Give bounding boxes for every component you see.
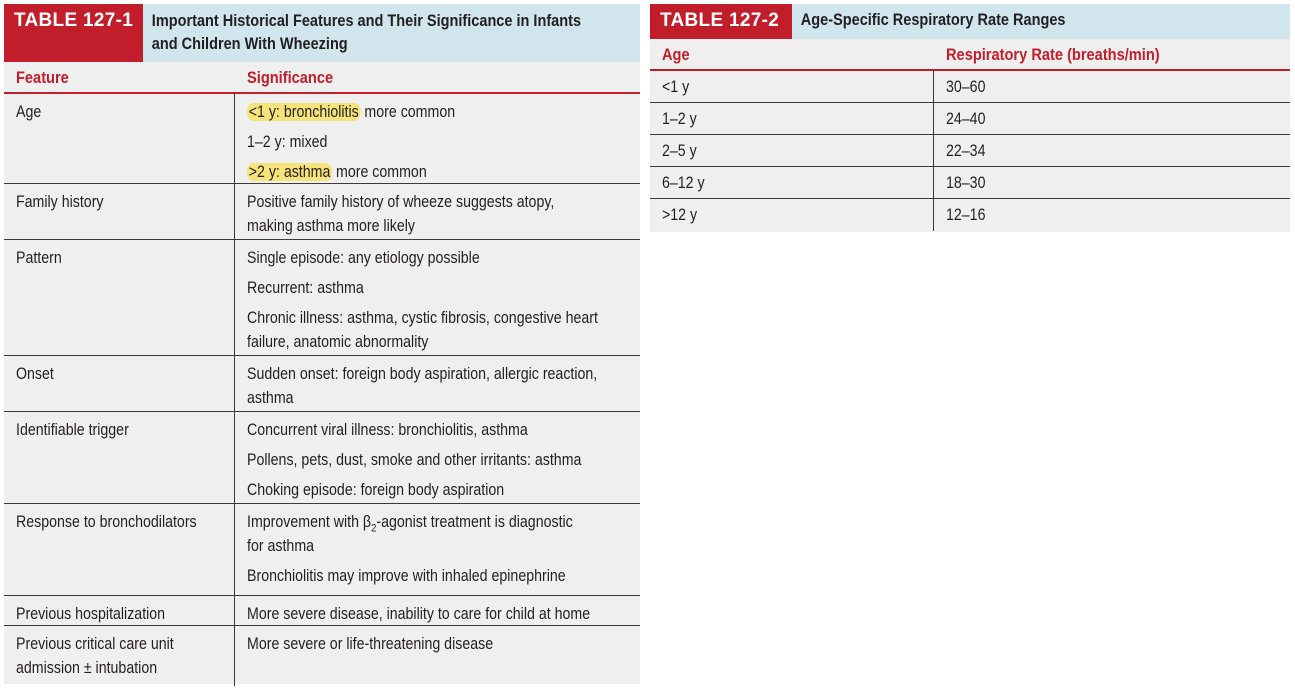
highlighted-text: <1 y: bronchiolitis	[248, 103, 359, 121]
table-title-line: and Children With Wheezing	[151, 35, 348, 53]
significance-item	[247, 418, 628, 442]
significance-cell	[235, 626, 640, 686]
significance-line	[247, 510, 575, 534]
significance-text: making asthma more likely	[247, 217, 415, 235]
significance-line	[247, 448, 582, 472]
table-title-bar	[650, 4, 1290, 39]
age-text: <1 y	[662, 78, 690, 96]
rate-text: 30–60	[946, 78, 986, 96]
significance-cell	[235, 412, 640, 503]
significance-line	[247, 330, 575, 354]
significance-text: Single episode: any etiology possible	[247, 249, 480, 267]
feature-cell	[4, 596, 235, 625]
significance-line	[247, 246, 575, 270]
age-text: 2–5 y	[662, 142, 697, 160]
feature-text: Identifiable trigger	[16, 421, 129, 439]
column-header-label: Age	[662, 45, 690, 64]
table-header-row	[4, 62, 640, 94]
significance-item	[247, 564, 628, 588]
age-text: 6–12 y	[662, 174, 705, 192]
age-text: >12 y	[662, 206, 698, 224]
significance-cell	[235, 240, 640, 355]
significance-item	[247, 276, 628, 300]
significance-text: Improvement with β	[247, 513, 372, 531]
table-row	[4, 94, 640, 184]
significance-line	[247, 100, 575, 124]
table-row	[650, 71, 1290, 103]
table-title-line: Important Historical Features and Their Significance in Infants	[151, 12, 582, 30]
significance-cell	[235, 184, 640, 239]
column-header-feature	[4, 62, 235, 92]
significance-item	[247, 362, 628, 410]
rate-text: 24–40	[946, 110, 986, 128]
significance-line	[247, 276, 575, 300]
significance-line	[247, 534, 575, 558]
age-cell	[650, 167, 934, 198]
feature-text: Previous hospitalization	[16, 605, 166, 623]
significance-text: Recurrent: asthma	[247, 279, 364, 297]
table-row	[650, 167, 1290, 199]
column-header-label: Significance	[247, 68, 334, 87]
table-title	[143, 4, 590, 62]
age-cell	[650, 135, 934, 166]
rate-cell	[934, 103, 1290, 134]
age-cell	[650, 71, 934, 102]
significance-text: Positive family history of wheeze suggests atopy,	[247, 193, 555, 211]
significance-line	[247, 478, 575, 502]
significance-item	[247, 100, 628, 124]
feature-text: Previous critical care unit	[16, 635, 174, 653]
table-title-bar	[4, 4, 640, 62]
feature-cell	[4, 184, 235, 239]
rate-text: 12–16	[946, 206, 986, 224]
significance-text: for asthma	[247, 537, 315, 555]
significance-cell	[235, 596, 640, 625]
significance-item	[247, 632, 628, 656]
table-body	[4, 94, 640, 686]
significance-line	[247, 386, 575, 410]
significance-cell	[235, 504, 640, 595]
significance-line	[247, 564, 575, 588]
significance-text: More severe disease, inability to care for child at home	[247, 605, 591, 623]
subscript-text: 2	[371, 522, 377, 535]
significance-text: more common	[332, 163, 427, 181]
feature-text: Family history	[16, 193, 104, 211]
age-cell	[650, 199, 934, 231]
table-127-1	[4, 4, 640, 684]
table-row	[650, 135, 1290, 167]
column-header-age	[650, 39, 934, 69]
significance-text: failure, anatomic abnormality	[247, 333, 429, 351]
significance-line	[247, 190, 575, 214]
significance-item	[247, 246, 628, 270]
feature-text: Age	[16, 103, 42, 121]
feature-cell	[4, 94, 235, 183]
significance-line	[247, 214, 575, 238]
column-header-rate	[934, 39, 1290, 69]
significance-text: asthma	[247, 389, 294, 407]
significance-text: -agonist treatment is diagnostic	[376, 513, 573, 531]
table-body	[650, 71, 1290, 231]
significance-item	[247, 130, 628, 154]
significance-line	[247, 306, 598, 330]
significance-item	[247, 448, 628, 472]
table-row	[4, 184, 640, 240]
significance-text: Concurrent viral illness: bronchiolitis, asthma	[247, 421, 528, 439]
significance-item	[247, 306, 628, 354]
table-tag: TABLE 127-2	[650, 4, 792, 39]
feature-cell	[4, 504, 235, 595]
feature-cell	[4, 412, 235, 503]
highlighted-text: >2 y: asthma	[248, 163, 331, 181]
significance-text: 1–2 y: mixed	[247, 133, 328, 151]
rate-cell	[934, 199, 1290, 231]
feature-text: Onset	[16, 365, 54, 383]
significance-line	[247, 160, 575, 184]
significance-item	[247, 160, 628, 184]
significance-text: Choking episode: foreign body aspiration	[247, 481, 505, 499]
significance-text: Sudden onset: foreign body aspiration, allergic reaction,	[247, 365, 598, 383]
significance-line	[247, 632, 575, 656]
significance-line	[247, 130, 575, 154]
significance-item	[247, 190, 628, 238]
significance-text: Bronchiolitis may improve with inhaled epinephrine	[247, 567, 566, 585]
table-row	[4, 626, 640, 686]
significance-text: More severe or life-threatening disease	[247, 635, 494, 653]
feature-cell	[4, 626, 235, 686]
table-title: Age-Specific Respiratory Rate Ranges	[800, 11, 1066, 29]
table-row	[4, 596, 640, 626]
feature-text: Response to bronchodilators	[16, 513, 197, 531]
table-127-2	[650, 4, 1290, 232]
age-text: 1–2 y	[662, 110, 697, 128]
rate-cell	[934, 71, 1290, 102]
significance-line	[247, 602, 591, 626]
table-row	[4, 356, 640, 412]
column-header-label: Respiratory Rate (breaths/min)	[946, 45, 1160, 64]
rate-text: 22–34	[946, 142, 986, 160]
significance-cell	[235, 356, 640, 411]
feature-cell	[4, 240, 235, 355]
feature-cell	[4, 356, 235, 411]
significance-text: Pollens, pets, dust, smoke and other irritants: asthma	[247, 451, 582, 469]
table-row	[4, 412, 640, 504]
rate-text: 18–30	[946, 174, 986, 192]
table-row	[650, 103, 1290, 135]
table-row	[4, 504, 640, 596]
significance-text: Chronic illness: asthma, cystic fibrosis, congestive heart	[247, 309, 598, 327]
table-header-row	[650, 39, 1290, 71]
table-row	[650, 199, 1290, 231]
table-tag: TABLE 127-1	[4, 4, 143, 62]
feature-text: Pattern	[16, 249, 62, 267]
age-cell	[650, 103, 934, 134]
significance-line	[247, 418, 575, 442]
significance-cell	[235, 94, 640, 183]
significance-item	[247, 602, 628, 626]
table-row	[4, 240, 640, 356]
significance-line	[247, 362, 598, 386]
feature-text: admission ± intubation	[16, 659, 158, 677]
rate-cell	[934, 135, 1290, 166]
rate-cell	[934, 167, 1290, 198]
significance-item	[247, 478, 628, 502]
significance-item	[247, 510, 628, 558]
significance-text: more common	[360, 103, 456, 121]
column-header-label: Feature	[16, 68, 69, 87]
column-header-significance	[235, 62, 640, 92]
